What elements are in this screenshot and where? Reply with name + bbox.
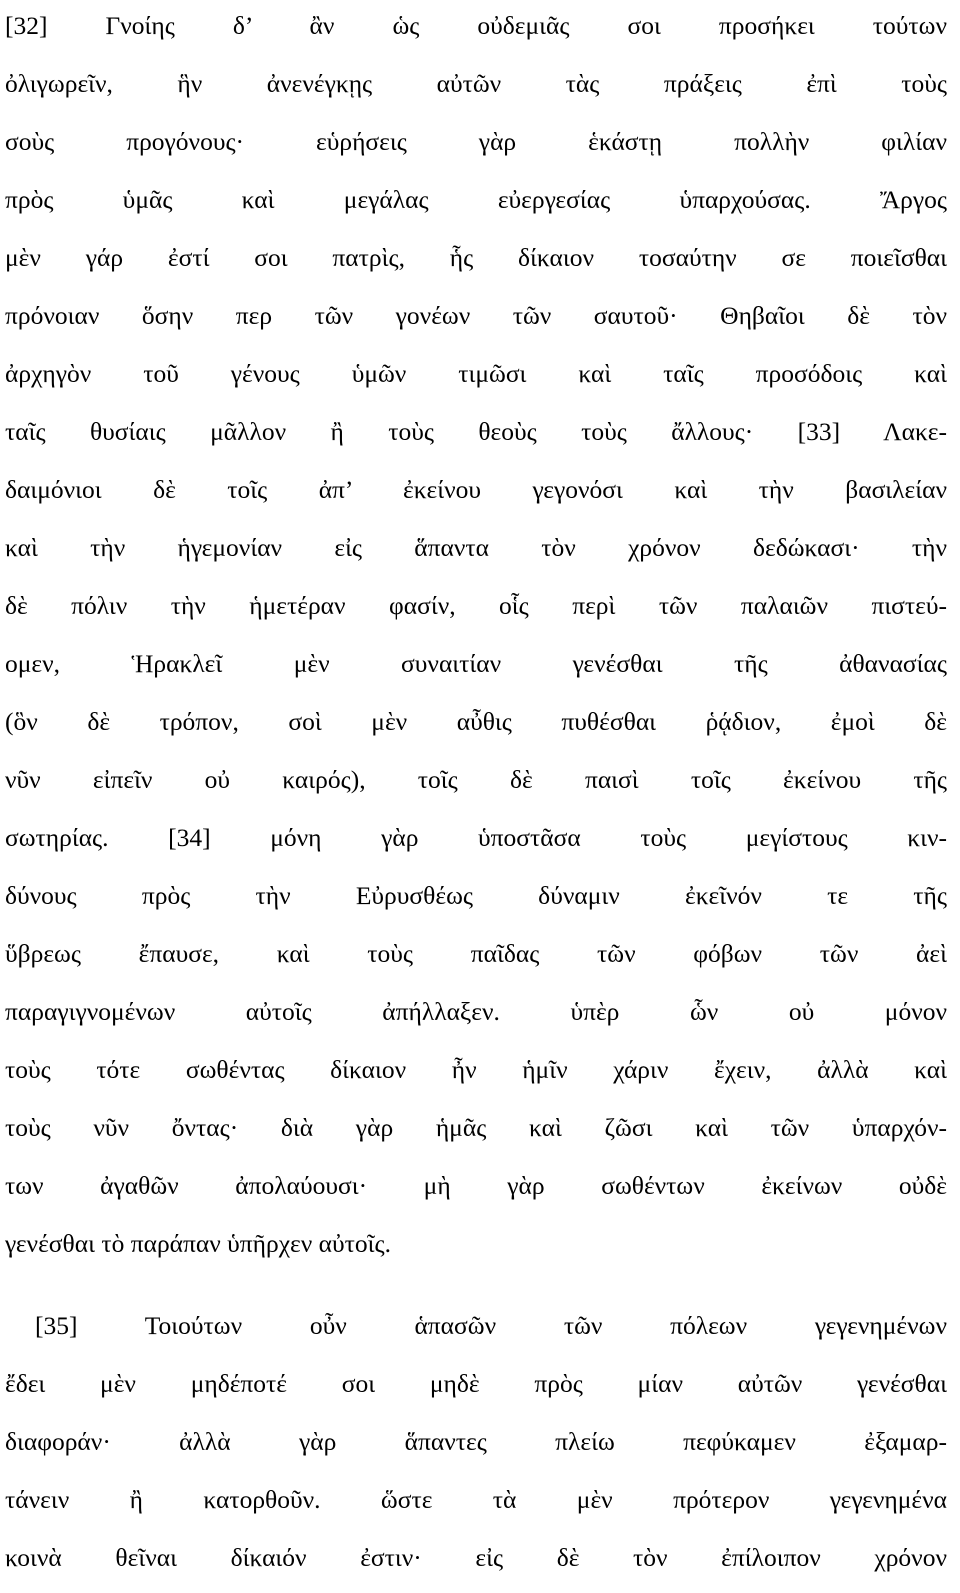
text-line: ἀρχηγὸν τοῦ γένους ὑμῶν τιμῶσι καὶ ταῖς προσόδοις καὶ: [5, 359, 947, 388]
text-line: ταῖς θυσίαις μᾶλλον ἢ τοὺς θεοὺς τοὺς ἄλλους· [33] Λακε-: [5, 417, 947, 446]
text-line: κοινὰ θεῖναι δίκαιόν ἐστιν· εἰς δὲ τὸν ἐπίλοιπον χρόνον: [5, 1543, 947, 1572]
text-line: μὲν γάρ ἐστί σοι πατρὶς, ἧς δίκαιον τοσαύτην σε ποιεῖσθαι: [5, 243, 947, 272]
text-line: παραγιγνομένων αὐτοῖς ἀπήλλαξεν. ὑπὲρ ὧν οὐ μόνον: [5, 997, 947, 1026]
text-line: τοὺς τότε σωθέντας δίκαιον ἦν ἡμῖν χάριν ἔχειν, ἀλλὰ καὶ: [5, 1055, 947, 1084]
text-line: ὕβρεως ἔπαυσε, καὶ τοὺς παῖδας τῶν φόβων τῶν ἀεὶ: [5, 939, 947, 968]
text-line: πρόνοιαν ὅσην περ τῶν γονέων τῶν σαυτοῦ· Θηβαῖοι δὲ τὸν: [5, 301, 947, 330]
text-line: δὲ πόλιν τὴν ἡμετέραν φασίν, οἷς περὶ τῶν παλαιῶν πιστεύ-: [5, 591, 947, 620]
text-line: δύνους πρὸς τὴν Εὐρυσθέως δύναμιν ἐκεῖνόν τε τῆς: [5, 881, 947, 910]
text-line: διαφοράν· ἀλλὰ γὰρ ἅπαντες πλείω πεφύκαμεν ἐξαμαρ-: [5, 1427, 947, 1456]
text-line: των ἀγαθῶν ἀπολαύουσι· μὴ γὰρ σωθέντων ἐκείνων οὐδὲ: [5, 1171, 947, 1200]
text-line: (ὃν δὲ τρόπον, σοὶ μὲν αὖθις πυθέσθαι ῥᾴδιον, ἐμοὶ δὲ: [5, 707, 947, 736]
text-line: πρὸς ὑμᾶς καὶ μεγάλας εὐεργεσίας ὑπαρχούσας. Ἄργος: [5, 185, 947, 214]
paragraph-35: [5, 1303, 947, 1593]
text-line: καὶ τὴν ἡγεμονίαν εἰς ἅπαντα τὸν χρόνον δεδώκασι· τὴν: [5, 533, 947, 562]
text-line: γενέσθαι τὸ παράπαν ὑπῆρχεν αὐτοῖς.: [5, 1229, 391, 1258]
text-line: ἔδει μὲν μηδέποτέ σοι μηδὲ πρὸς μίαν αὐτῶν γενέσθαι: [5, 1369, 947, 1398]
text-line: σωτηρίας. [34] μόνη γὰρ ὑποστᾶσα τοὺς μεγίστους κιν-: [5, 823, 947, 852]
text-line: [32] Γνοίης δ’ ἂν ὡς οὐδεμιᾶς σοι προσήκει τούτων: [5, 11, 947, 40]
text-line: τάνειν ἢ κατορθοῦν. ὥστε τὰ μὲν πρότερον γεγενημένα: [5, 1485, 947, 1514]
paragraph-32-34: [5, 3, 947, 1279]
text-line: ὀλιγωρεῖν, ἣν ἀνενέγκῃς αὐτῶν τὰς πράξεις ἐπὶ τοὺς: [5, 69, 947, 98]
text-line: νῦν εἰπεῖν οὐ καιρός), τοῖς δὲ παισὶ τοῖς ἐκείνου τῆς: [5, 765, 947, 794]
text-line: σοὺς προγόνους· εὑρήσεις γὰρ ἑκάστῃ πολλὴν φιλίαν: [5, 127, 947, 156]
text-line: τοὺς νῦν ὄντας· διὰ γὰρ ἡμᾶς καὶ ζῶσι καὶ τῶν ὑπαρχόν-: [5, 1113, 947, 1142]
text-line: [35] Τοιούτων οὖν ἁπασῶν τῶν πόλεων γεγενημένων: [35, 1311, 947, 1340]
text-line: ομεν, Ἡρακλεῖ μὲν συναιτίαν γενέσθαι τῆς ἀθανασίας: [5, 649, 947, 678]
text-line: δαιμόνιοι δὲ τοῖς ἀπ’ ἐκείνου γεγονόσι καὶ τὴν βασιλείαν: [5, 475, 947, 504]
